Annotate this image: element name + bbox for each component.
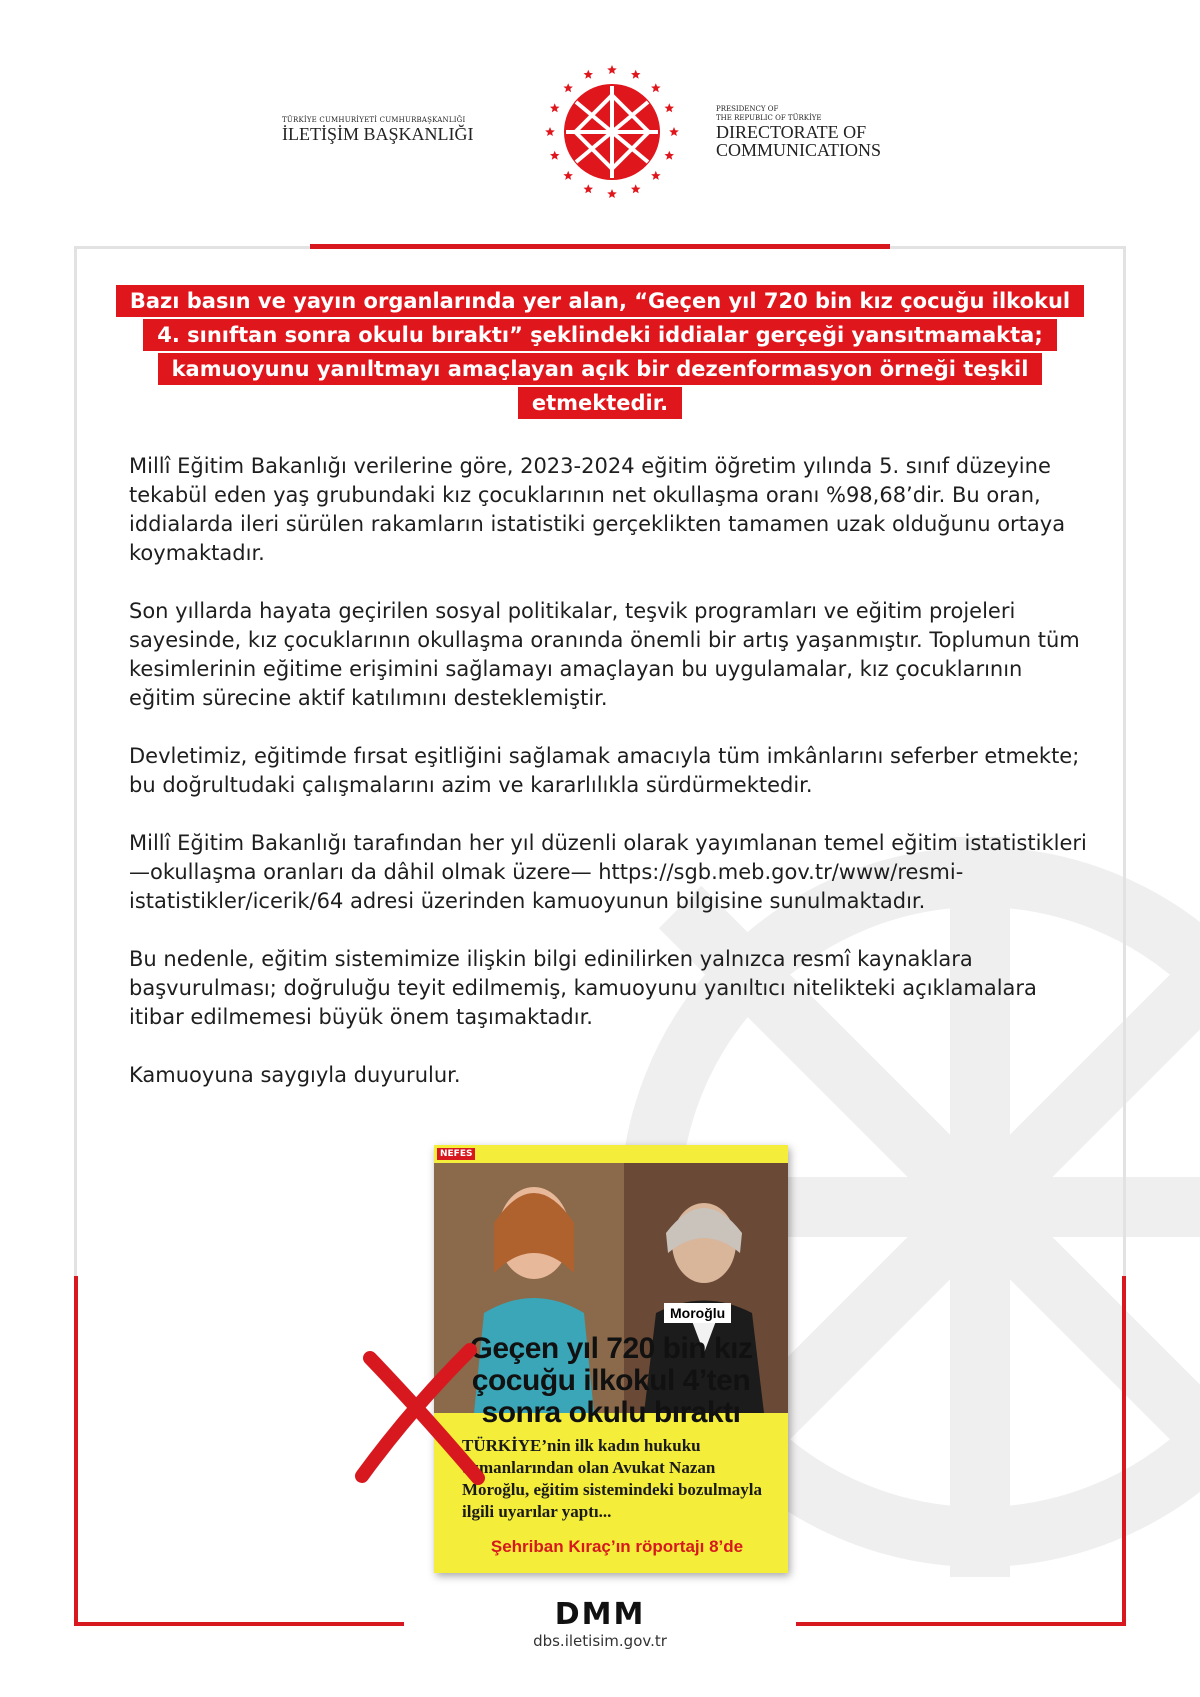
emblem-star: [563, 83, 573, 92]
clipping-headline-line-1: Geçen yıl 720 bin kız: [469, 1332, 753, 1365]
paragraph: Devletimiz, eğitimde fırsat eşitliğini sağlamak amacıyla tüm imkânlarını seferber etmekte; bu doğrultudaki çalışmalarını azim ve kararlılıkla sürdürmektedir.: [129, 744, 1080, 797]
emblem-star: [631, 184, 641, 193]
emblem-star: [550, 151, 560, 160]
emblem-star: [607, 65, 617, 74]
closing-line: Kamuoyuna saygıyla duyurulur.: [129, 1063, 461, 1087]
clipping-lead-text: ’nin ilk kadın hukuku uzmanlarından olan Avukat Nazan Moroğlu, eğitim sistemindeki bozulmayla ilgili uyarılar yaptı...: [462, 1436, 763, 1521]
emblem-star: [665, 151, 675, 160]
paragraph: Bu nedenle, eğitim sistemimize ilişkin bilgi edinilirken yalnızca resmî kaynaklara başvurulması; doğruluğu teyit edilmemiş, kamuoyunu yanıltıcı nitelikteki açıklamalara itibar edilmemesi büyük önem taşımaktadır.: [129, 947, 1037, 1029]
headline-block: [100, 284, 1100, 420]
emblem-star: [584, 70, 594, 79]
emblem-star: [669, 127, 679, 136]
emblem-star: [651, 171, 661, 180]
headline-line-4: etmektedir.: [518, 387, 682, 419]
header-right-title-1: DIRECTORATE OF: [716, 122, 867, 142]
frame-right-border: [1123, 246, 1126, 1276]
dmm-footer: [520, 1597, 680, 1650]
headline-line-1: Bazı basın ve yayın organlarında yer alan, “Geçen yıl 720 bin kız çocuğu ilkokul: [116, 285, 1084, 317]
clipping-footer: Şehriban Kıraç’ın röportajı 8’de: [490, 1537, 744, 1556]
paragraph: Son yıllarda hayata geçirilen sosyal politikalar, teşvik programları ve eğitim projeleri sayesinde, kız çocuklarının okullaşma oranında önemli bir artış yaşanmıştır. Toplumun tüm kesimlerinin eğitime erişimini sağlamayı amaçlayan bu uygulamalar, kız çocuklarının eğitim sürecine aktif katılımını desteklemiştir.: [129, 599, 1080, 710]
emblem-star: [665, 103, 675, 112]
emblem-star: [584, 184, 594, 193]
clipping-headline-line-2: çocuğu ilkokul 4’ten: [471, 1364, 751, 1397]
newspaper-brand: NEFES: [437, 1148, 475, 1160]
statement-body: [129, 452, 1089, 1119]
header-right-small-2: THE REPUBLIC OF TÜRKİYE: [716, 114, 822, 122]
header-left-title: İLETİŞİM BAŞKANLIĞI: [282, 124, 474, 144]
header-left-small: TÜRKİYE CUMHURİYETİ CUMHURBAŞKANLIĞI: [282, 116, 466, 124]
frame-bottom-right-accent: [796, 1622, 1126, 1626]
dmm-logo: DMM: [554, 1597, 646, 1632]
header-right-small-1: PRESIDENCY OF: [716, 105, 779, 113]
emblem-star: [651, 83, 661, 92]
frame-bottom-left-accent: [74, 1622, 404, 1626]
paragraph: Millî Eğitim Bakanlığı tarafından her yıl düzenli olarak yayımlanan temel eğitim istatistikleri —okullaşma oranları da dâhil olmak üzere— https://sgb.meb.gov.tr/www/resmi-istatistikler/icerik/64 adresi üzerinden kamuoyunun bilgisine sunulmaktadır.: [129, 831, 1087, 913]
clipping-headline-line-3: sonra okulu bıraktı: [481, 1396, 741, 1429]
footer-url: dbs.iletisim.gov.tr: [533, 1632, 667, 1650]
header-right-org: [716, 105, 966, 159]
red-x-cross-icon: [350, 1340, 490, 1490]
emblem-star: [563, 171, 573, 180]
clipping-lead: [462, 1435, 772, 1523]
emblem-star: [607, 189, 617, 198]
frame-top-accent: [310, 244, 890, 249]
headline-line-2: 4. sınıftan sonra okulu bıraktı” şeklindeki iddialar gerçeği yansıtmamakta;: [143, 319, 1057, 351]
emblem-star: [550, 103, 560, 112]
paragraph: Millî Eğitim Bakanlığı verilerine göre, 2023-2024 eğitim öğretim yılında 5. sınıf düzeyine tekabül eden yaş grubundaki kız çocuklarının net okullaşma oranı %98,68’dir. Bu oran, iddialarda ileri sürülen rakamların istatistiki gerçeklikten tamamen uzak olduğunu ortaya koymaktadır.: [129, 454, 1066, 565]
frame-left-border: [74, 246, 77, 1276]
frame-right-accent: [1122, 1276, 1126, 1626]
emblem-star: [545, 127, 555, 136]
headline-line-3: kamuoyunu yanıltmayı amaçlayan açık bir dezenformasyon örneği teşkil: [158, 353, 1043, 385]
clipping-lead-caps: TÜRKİYE: [462, 1436, 542, 1455]
frame-left-accent: [74, 1276, 78, 1626]
photo-caption-name: Moroğlu: [664, 1303, 731, 1323]
emblem-star: [631, 70, 641, 79]
header-right-title-2: COMMUNICATIONS: [716, 140, 882, 160]
presidential-star-emblem-icon: [542, 62, 682, 202]
header-left-org: [282, 116, 532, 144]
